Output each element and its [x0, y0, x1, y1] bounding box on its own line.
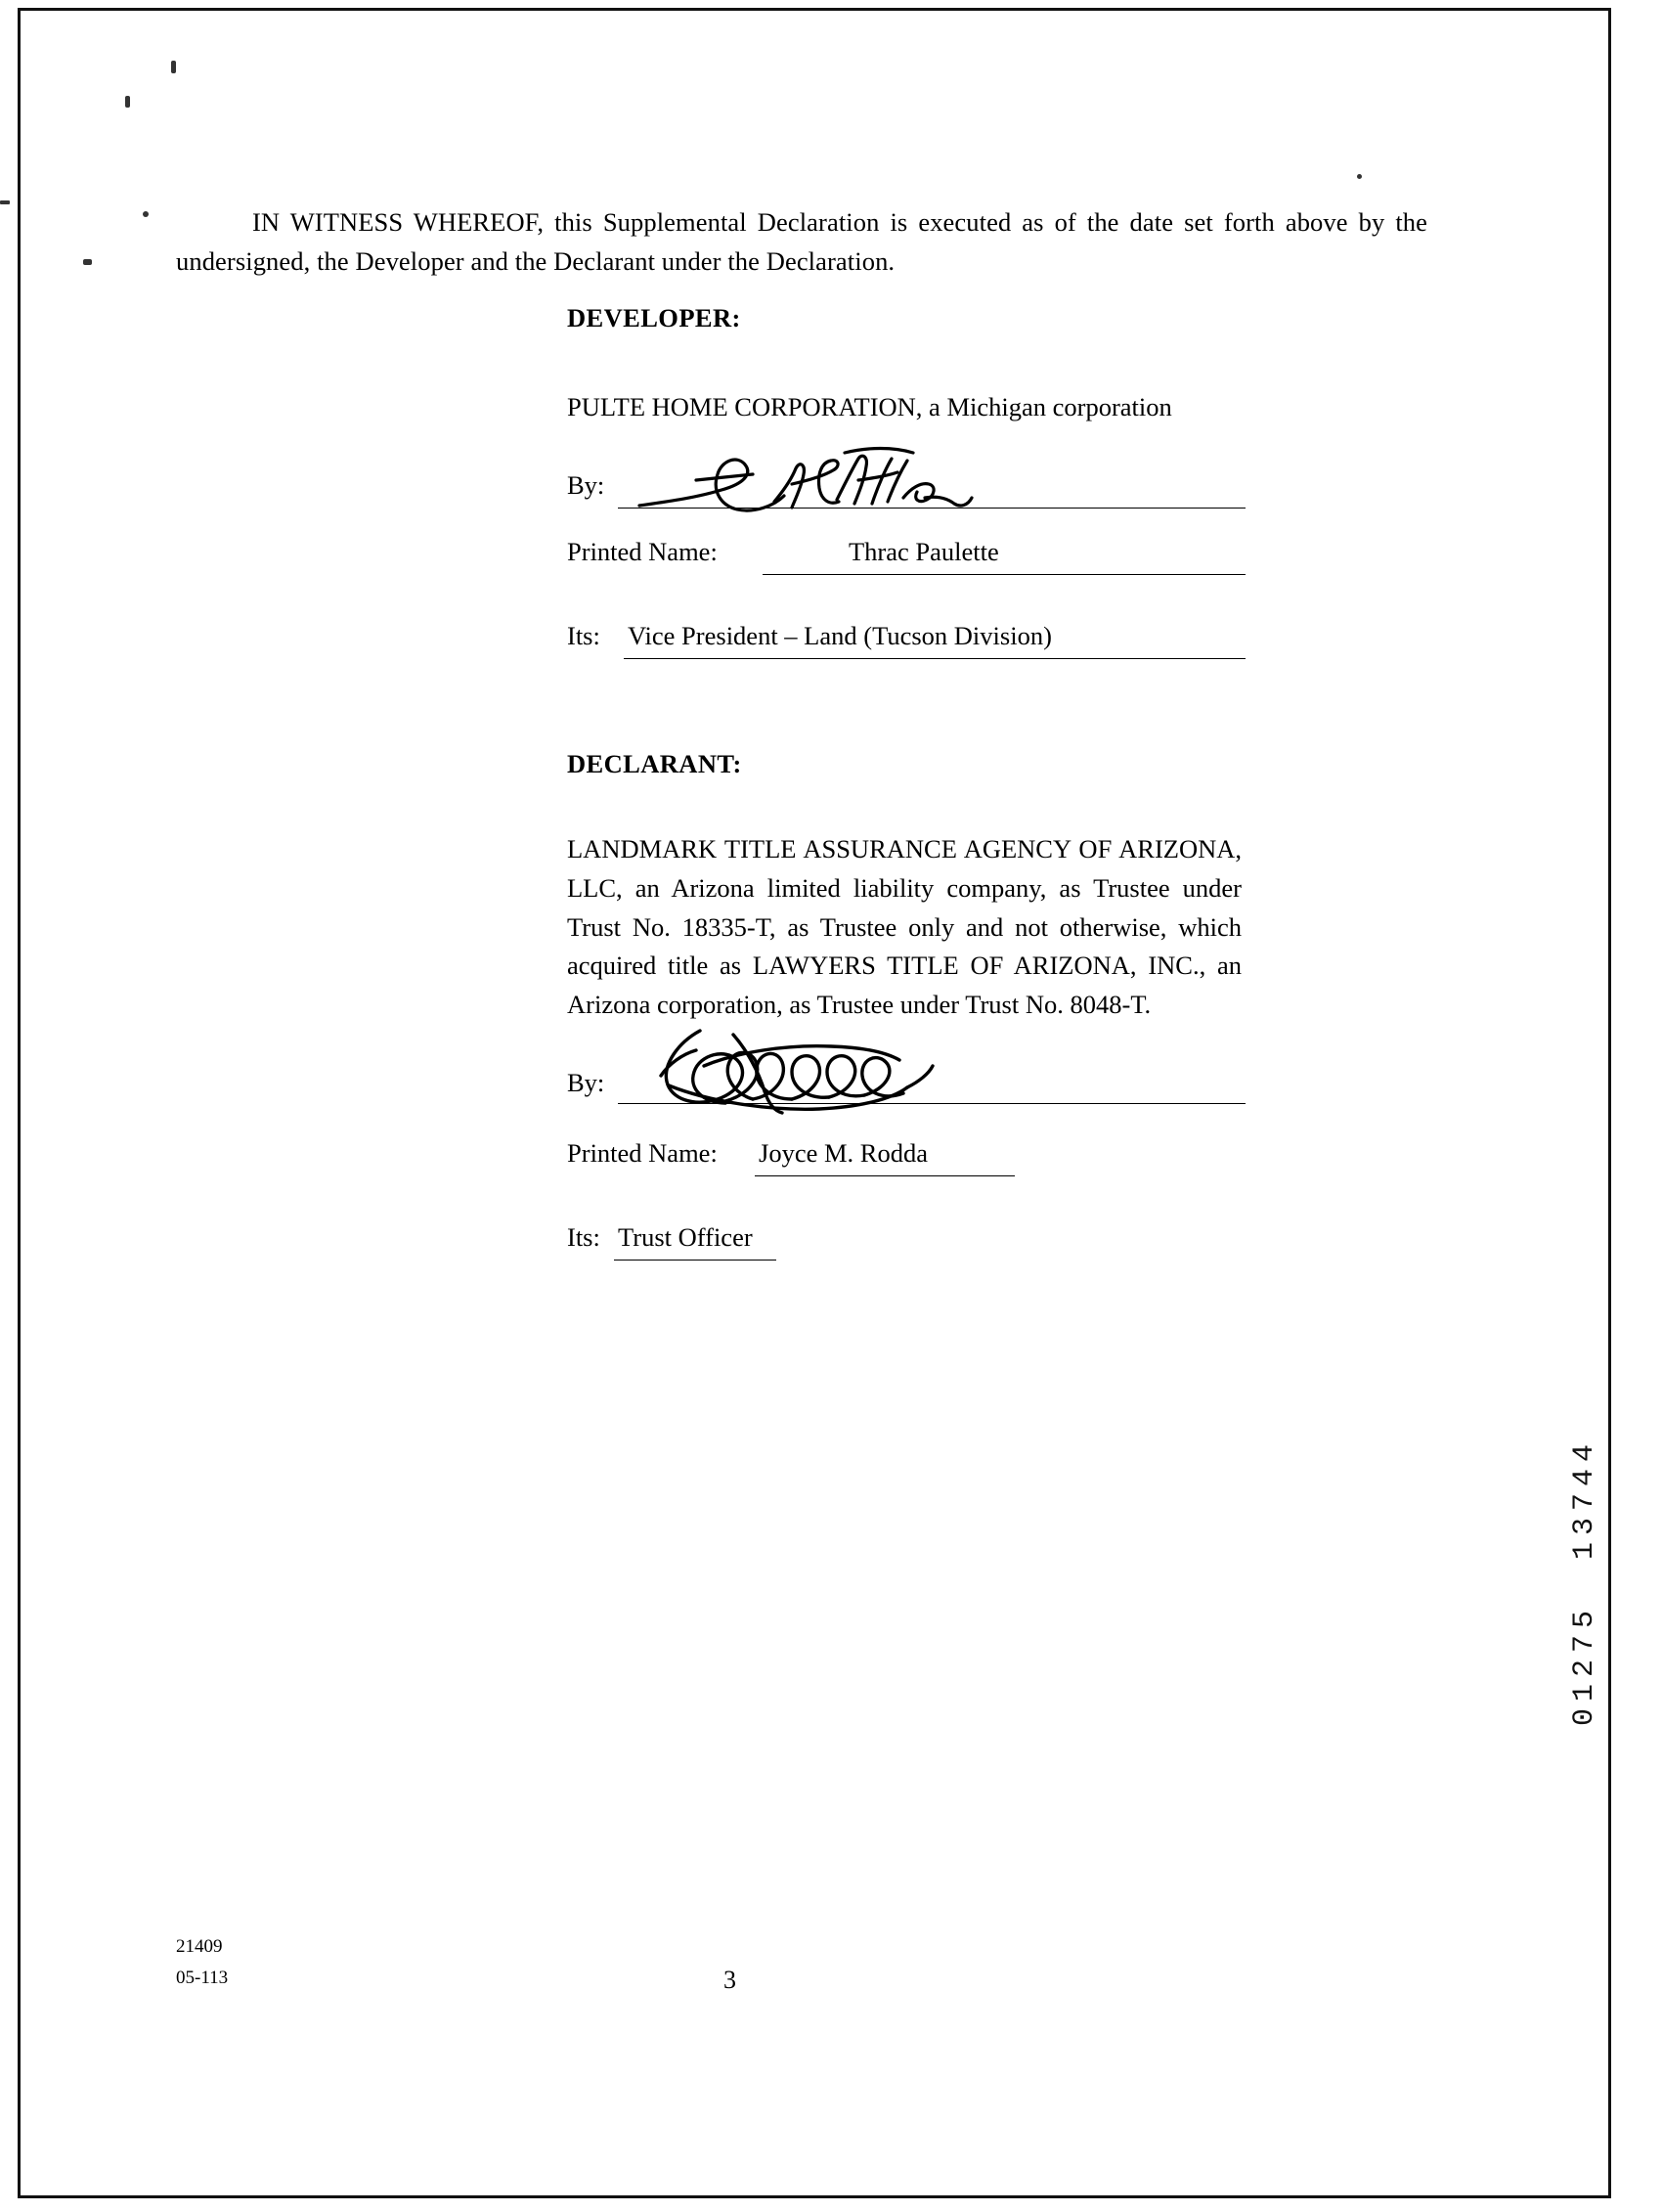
- declarant-printed-name-row: [567, 1138, 1251, 1193]
- declarant-its-label: Its:: [567, 1221, 600, 1252]
- developer-its-value: Vice President – Land (Tucson Division): [628, 620, 1052, 650]
- developer-by-row: [567, 449, 1251, 513]
- document-body: [176, 176, 1427, 307]
- page-number: 3: [723, 1966, 736, 1994]
- declarant-its-row: [567, 1222, 1251, 1277]
- declarant-its-value: Trust Officer: [618, 1221, 753, 1252]
- developer-its-label: Its:: [567, 620, 600, 650]
- declarant-printed-name-value: Joyce M. Rodda: [759, 1137, 928, 1168]
- footer-ref-2: 05-113: [176, 1968, 229, 1989]
- declarant-its-rule: [614, 1260, 776, 1261]
- developer-signature: [628, 441, 1038, 529]
- declarant-by-row: [567, 1042, 1251, 1111]
- developer-its-rule: [624, 658, 1246, 659]
- intro-paragraph: IN WITNESS WHEREOF, this Supplemental Declaration is executed as of the date set forth above by the undersigned, the Developer and the Declarant under the Declaration.: [176, 206, 1427, 276]
- declarant-heading: DECLARANT:: [567, 749, 742, 778]
- developer-its-row: [567, 621, 1251, 676]
- side-stamp-line2: 01275: [1568, 1604, 1601, 1727]
- footer-references: [176, 1931, 228, 1995]
- declarant-printed-name-label: Printed Name:: [567, 1137, 718, 1168]
- scan-speck: [83, 259, 92, 265]
- declarant-printed-name-rule: [755, 1175, 1015, 1176]
- declarant-signature: [610, 1017, 1001, 1125]
- side-stamp-line1: 13744: [1568, 1438, 1601, 1561]
- developer-printed-name-rule: [763, 574, 1246, 575]
- footer-ref-1: 21409: [176, 1936, 223, 1957]
- developer-printed-name-row: [567, 537, 1251, 592]
- developer-entity-name: PULTE HOME CORPORATION, a Michigan corporation: [567, 392, 1172, 421]
- scan-speck: [0, 200, 10, 204]
- declarant-signature-rule: [618, 1103, 1246, 1104]
- developer-printed-name-label: Printed Name:: [567, 536, 718, 566]
- scan-speck: [171, 61, 176, 73]
- declarant-block: [567, 749, 1251, 1277]
- developer-block: [567, 303, 1251, 676]
- declarant-by-label: By:: [567, 1067, 605, 1097]
- developer-heading: DEVELOPER:: [567, 303, 741, 332]
- declarant-entity-name: LANDMARK TITLE ASSURANCE AGENCY OF ARIZONA, LLC, an Arizona limited liability company, as Trustee under Trust No. 18335-T, as Trustee only and not otherwise, which acquired title as LAWYERS TITLE OF ARIZONA, INC., an Arizona corporation, as Trustee under Trust No. 8048-T.: [567, 834, 1242, 1019]
- scan-speck: [143, 211, 149, 217]
- scan-speck: [125, 96, 130, 108]
- developer-by-label: By:: [567, 469, 605, 500]
- developer-signature-rule: [618, 508, 1246, 509]
- developer-printed-name-value: Thrac Paulette: [849, 536, 999, 566]
